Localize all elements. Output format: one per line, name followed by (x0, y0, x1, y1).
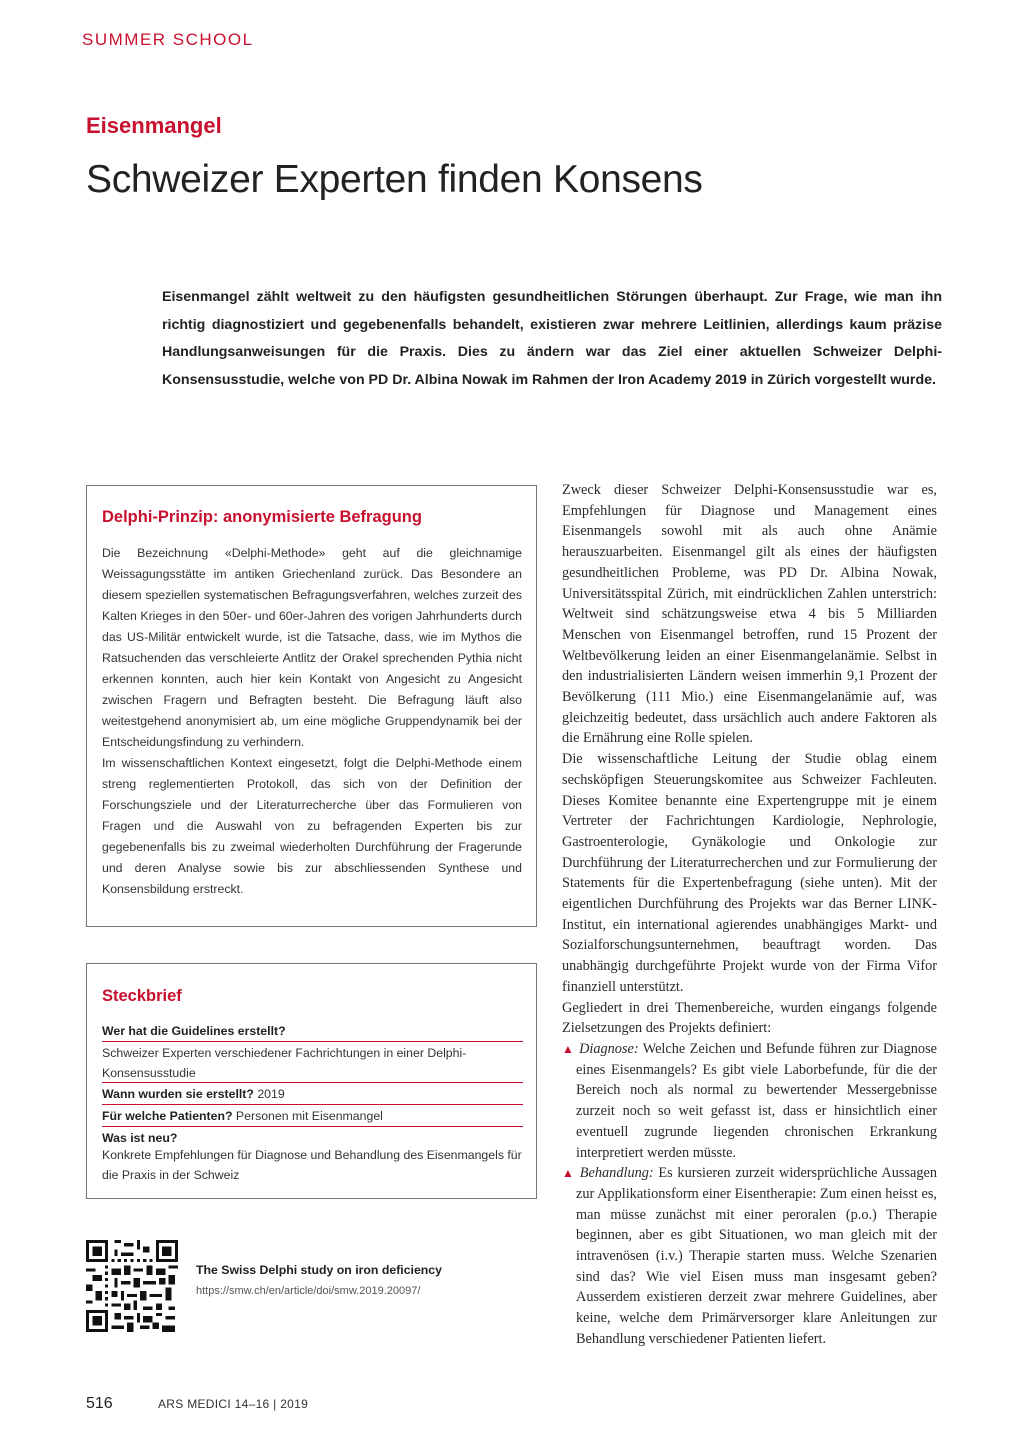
bullet-diagnose (562, 1039, 937, 1163)
steckbrief-divider (102, 1082, 523, 1083)
bullet-behandlung-label: Behandlung: (579, 1165, 654, 1182)
body-paragraph-1: Zweck dieser Schweizer Delphi-Konsensusstudie war es, Empfehlungen für Diagnose und Management eines Eisenmangels sowohl mit als auch ohne Anämie herauszuarbeiten. Eisenmangel gilt als eines der häufigsten gesundheitlichen Probleme, was PD Dr. Albina Nowak, Universitätsspital Zürich, mit eindrücklichen Zahlen unterstrich: Weltweit sind schätzungsweise etwa 4 bis 5 Milliarden Menschen von Eisenmangel betroffen, rund 15 Prozent der Weltbevölkerung leiden an einer Eisenmangelanämie. Selbst in den industrialisierten Ländern weisen immerhin 9,1 Prozent der Bevölkerung (111 Mio.) eine Eisenmangelanämie auf, was gleichzeitig bedeutet, dass ursächlich auch andere Faktoren als die Ernährung eine Rolle spielen. (562, 482, 937, 747)
body-paragraph-3: Gegliedert in drei Themenbereiche, wurden eingangs folgende Zielsetzungen des Projekts definiert: (562, 999, 937, 1037)
article-lead: Eisenmangel zählt weltweit zu den häufigsten gesundheitlichen Störungen überhaupt. Zur Frage, wie man ihn richtig diagnostiziert und gegebenenfalls behandelt, existieren zwar mehrere Leitlinien, allerdings kaum präzise Handlungsanweisungen für die Praxis. Dies zu ändern war das Ziel einer aktuellen Schweizer Delphi-Konsensusstudie, welche von PD Dr. Albina Nowak im Rahmen der Iron Academy 2019 in Zürich vorgestellt wurde. (162, 289, 942, 388)
steckbrief-row-2 (102, 1084, 522, 1104)
bullet-diagnose-label: Diagnose: (579, 1040, 639, 1057)
delphi-paragraph-1: Die Bezeichnung «Delphi-Methode» geht auf die gleichnamige Weissagungsstätte im antiken Griechenland zurück. Das Besondere an diesem speziellen systematischen Befragungsverfahren, welches zurzeit des Kalten Krieges in den 50er- und 60er-Jahren des vorigen Jahrhunderts durch das US-Militär entwickelt wurde, ist die Tatsache, dass, wie im Mythos die Ratsuchenden das verschleierte Antlitz der Orakel sprechenden Pythia nicht erkennen konnten, auch hier kein Kontakt von Angesicht zu Angesicht zwischen Fragern und Befragten besteht. Die Befragung läuft also weitestgehend anonymisiert ab, um eine mögliche Gruppendynamik bei der Entscheidungsfindung zu verhindern. (102, 546, 522, 749)
article-title: Schweizer Experten finden Konsens (86, 158, 703, 201)
article-body (562, 480, 937, 1350)
article-kicker: Eisenmangel (86, 113, 222, 138)
steckbrief-answer-4: Konkrete Empfehlungen für Diagnose und Behandlung des Eisenmangels für die Praxis in der Schweiz (102, 1148, 522, 1182)
delphi-info-box (86, 485, 537, 927)
delphi-paragraph-2: Im wissenschaftlichen Kontext eingesetzt, folgt die Delphi-Methode einem streng reglementierten Protokoll, das sich von der Definition der Forschungsziele und der Literaturrecherche über das Formulieren von Fragen und die Auswahl von zu befragenden Experten bis zur gegebenenfalls bis zu zweimal wiederholten Durchführung der Fragerunde und deren Analyse sowie bis zur abschliessenden Synthese und Konsensbildung erstreckt. (102, 756, 522, 896)
qr-title: The Swiss Delphi study on iron deficiency (196, 1263, 442, 1277)
steckbrief-question-1: Wer hat die Guidelines erstellt? (102, 1024, 286, 1038)
steckbrief-divider (102, 1104, 523, 1105)
section-label: SUMMER SCHOOL (82, 30, 254, 49)
steckbrief-divider (102, 1041, 523, 1042)
body-paragraph-2: Die wissenschaftliche Leitung der Studie oblag einem sechsköpfigen Steuerungskomitee aus Schweizer Fachleuten. Dieses Komitee benannte eine Expertengruppe mit je einem Vertreter der Fachrichtungen Kardiologie, Nephrologie, Gastroenterologie, Gynäkologie und Onkologie zur Durchführung der Literaturrecherchen und zur Formulierung der Statements für die Expertenbefragung (siehe unten). Mit der eigentlichen Durchführung des Projekts war das Berner LINK-Institut, ein international agierendes unabhängiges Markt- und Sozialforschungsunternehmen, beauftragt worden. Das unabhängig durchgeführte Projekt wurde von der Firma Vifor finanziell unterstützt. (562, 751, 937, 995)
triangle-bullet-icon: ▲ (562, 1166, 576, 1181)
steckbrief-question-2: Wann wurden sie erstellt? (102, 1087, 254, 1101)
steckbrief-row-3 (102, 1106, 522, 1126)
steckbrief-box (86, 963, 537, 1199)
steckbrief-divider (102, 1126, 523, 1127)
qr-link[interactable]: https://smw.ch/en/article/doi/smw.2019.20097/ (196, 1285, 421, 1297)
steckbrief-answer-2: 2019 (253, 1087, 285, 1101)
steckbrief-question-4: Was ist neu? (102, 1131, 178, 1145)
bullet-behandlung-text: Es kursieren zurzeit widersprüchliche Aussagen zur Applikationsform einer Eisentherapie: Zum einen heisst es, man müsse zunächst mit einer peroralen (p.o.) Therapie beginnen, aber es gibt Situationen, wo man gleich mit der intravenösen (i.v.) Therapie starten muss. Welche Szenarien sind das? Wie viel Eisen muss man insgesamt geben? Ausserdem existieren derzeit zwar mehrere Guidelines, aber keine, welche dem Primärversorger klare Anleitungen zur Behandlung verschiedener Patienten liefert. (576, 1165, 937, 1347)
steckbrief-title: Steckbrief (102, 987, 182, 1005)
bullet-diagnose-text: Welche Zeichen und Befunde führen zur Diagnose eines Eisenmangels? Es gibt viele Laborbefunde, für die der Bereich noch als normal zu bewertender Messergebnisse zurzeit noch so weit gefasst ist, dass er hinsichtlich einer eventuell zugrunde liegenden chronischen Erkrankung interpretiert werden müsste. (576, 1040, 937, 1161)
steckbrief-answer-1: Schweizer Experten verschiedener Fachrichtungen in einer Delphi-Konsensusstudie (102, 1046, 467, 1080)
steckbrief-answer-3: Personen mit Eisenmangel (232, 1109, 383, 1123)
triangle-bullet-icon: ▲ (562, 1041, 575, 1056)
bullet-behandlung (562, 1163, 937, 1349)
delphi-box-title: Delphi-Prinzip: anonymisierte Befragung (102, 508, 422, 526)
delphi-box-text (102, 543, 522, 900)
page-number: 516 (86, 1395, 113, 1412)
steckbrief-question-3: Für welche Patienten? (102, 1109, 233, 1123)
qr-code-icon[interactable] (86, 1240, 178, 1332)
journal-issue: ARS MEDICI 14–16 | 2019 (158, 1397, 309, 1411)
